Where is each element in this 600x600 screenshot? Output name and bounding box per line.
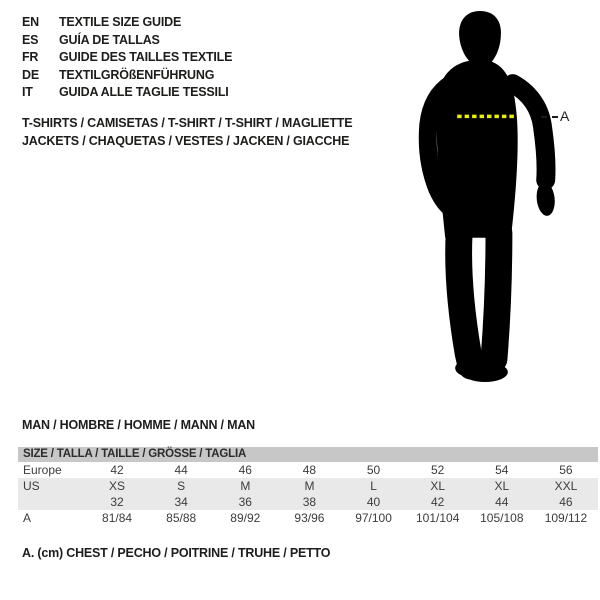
language-row xyxy=(22,14,232,32)
language-label: GUIDE DES TAILLES TEXTILE xyxy=(59,50,233,65)
language-code: EN xyxy=(22,15,39,29)
language-code: IT xyxy=(22,85,33,100)
size-cell: 97/100 xyxy=(355,511,392,525)
row-label: Europe xyxy=(23,463,62,477)
language-row xyxy=(22,84,232,102)
size-cell: XXL xyxy=(554,479,578,493)
size-cell: M xyxy=(240,479,251,493)
man-silhouette xyxy=(413,8,565,386)
size-cell: 105/108 xyxy=(480,511,524,525)
size-cell: M xyxy=(304,479,315,493)
size-cell: 40 xyxy=(366,495,381,509)
size-cell: 46 xyxy=(559,495,573,509)
size-cell: 42 xyxy=(431,495,445,509)
language-label: TEXTILE SIZE GUIDE xyxy=(59,15,182,29)
size-cell: 44 xyxy=(495,495,509,509)
size-cell: 44 xyxy=(174,463,188,477)
garment-categories xyxy=(22,114,352,150)
language-row xyxy=(22,49,232,67)
size-cell: S xyxy=(177,479,186,493)
measure-callout-dashes xyxy=(541,116,558,118)
language-label: GUÍA DE TALLAS xyxy=(59,32,160,47)
size-cell: 50 xyxy=(366,463,381,477)
size-table-header: SIZE / TALLA / TAILLE / GRÖSSE / TAGLIA xyxy=(18,447,598,462)
language-label: GUIDA ALLE TAGLIE TESSILI xyxy=(59,85,229,100)
row-label: US xyxy=(23,479,40,493)
size-cell: 36 xyxy=(238,495,252,509)
row-label xyxy=(18,494,85,510)
measure-label-a: A xyxy=(560,108,570,124)
size-cell: 109/112 xyxy=(544,511,588,525)
language-label: TEXTILGRÖßENFÜHRUNG xyxy=(59,67,215,82)
chest-footnote: A. (cm) CHEST / PECHO / POITRINE / TRUHE / PETTO xyxy=(22,546,331,560)
size-cell: L xyxy=(370,479,377,493)
language-code: FR xyxy=(22,50,39,65)
table-row-us xyxy=(18,478,598,494)
size-cell: 48 xyxy=(302,463,317,477)
table-row-europe xyxy=(18,462,598,478)
size-cell: XL xyxy=(430,479,446,493)
table-row-us-numeric xyxy=(18,494,598,510)
size-cell: 54 xyxy=(495,463,509,477)
size-cell: 38 xyxy=(302,495,317,509)
language-row xyxy=(22,67,232,85)
size-cell: XL xyxy=(494,479,510,493)
size-cell: 52 xyxy=(431,463,445,477)
size-cell: 81/84 xyxy=(102,511,133,525)
size-cell: 101/104 xyxy=(415,511,460,525)
section-title-man: MAN / HOMBRE / HOMME / MANN / MAN xyxy=(22,418,255,432)
category-tshirts: T-SHIRTS / CAMISETAS / T-SHIRT / T-SHIRT / MAGLIETTE xyxy=(22,116,353,130)
size-cell: 93/96 xyxy=(294,511,325,525)
size-cell: 46 xyxy=(238,463,252,477)
language-code: DE xyxy=(22,67,39,82)
table-row-chest-a xyxy=(18,510,598,526)
category-jackets: JACKETS / CHAQUETAS / VESTES / JACKEN / GIACCHE xyxy=(22,134,350,148)
language-row xyxy=(22,32,232,50)
size-cell: XS xyxy=(109,479,126,493)
size-cell: 32 xyxy=(110,495,124,509)
language-code: ES xyxy=(22,32,39,47)
size-cell: 85/88 xyxy=(166,511,197,525)
size-cell: 89/92 xyxy=(230,511,261,525)
row-label: A xyxy=(23,511,32,525)
size-table xyxy=(18,447,598,526)
size-cell: 34 xyxy=(174,495,188,509)
size-cell: 56 xyxy=(559,463,573,477)
language-list xyxy=(22,14,232,102)
size-cell: 42 xyxy=(110,463,124,477)
